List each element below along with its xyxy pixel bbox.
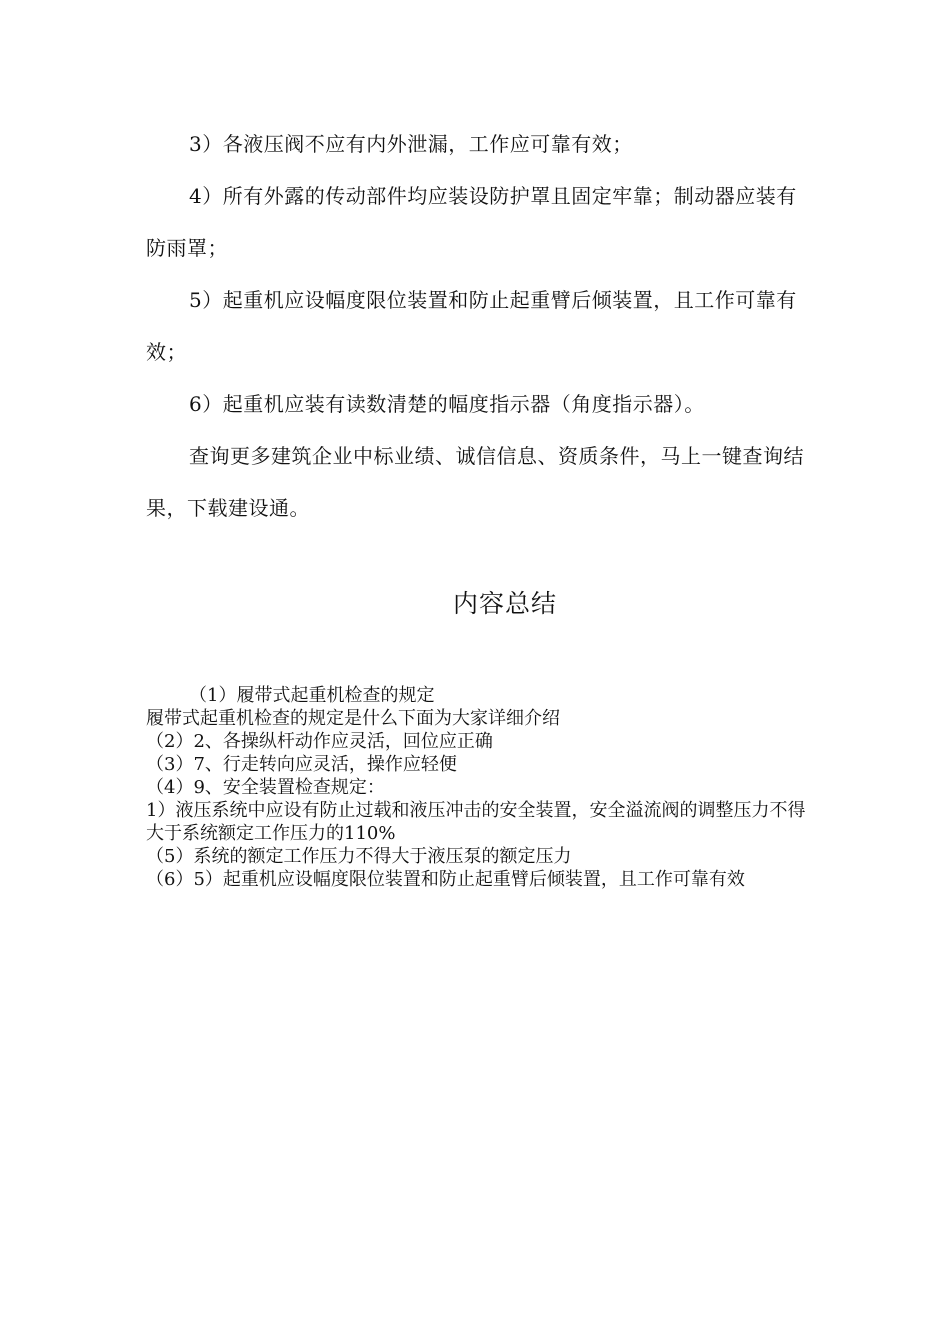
summary-line: （5）系统的额定工作压力不得大于液压泵的额定压力 [146, 846, 572, 867]
summary-section [146, 684, 806, 891]
summary-line: （2）2、各操纵杆动作应灵活，回位应正确 [146, 731, 493, 752]
paragraph-promo: 查询更多建筑企业中标业绩、诚信信息、资质条件，马上一键查询结果，下载建设通。 [146, 444, 804, 520]
paragraph-hydraulic-valves: 3）各液压阀不应有内外泄漏，工作应可靠有效； [189, 132, 633, 156]
paragraph-limit-devices: 5）起重机应设幅度限位装置和防止起重臂后倾装置，且工作可靠有效； [146, 288, 797, 364]
summary-title: 内容总结 [452, 589, 557, 618]
summary-line: 1）液压系统中应设有防止过载和液压冲击的安全装置，安全溢流阀的调整压力不得大于系统额定工作压力的110% [146, 800, 806, 844]
summary-line: （1）履带式起重机检查的规定 [189, 685, 435, 706]
summary-line: （6）5）起重机应设幅度限位装置和防止起重臂后倾装置，且工作可靠有效 [146, 869, 745, 890]
summary-line: 履带式起重机检查的规定是什么下面为大家详细介绍 [146, 708, 560, 729]
paragraph-guards: 4）所有外露的传动部件均应装设防护罩且固定牢靠；制动器应装有防雨罩； [146, 184, 797, 260]
summary-line: （3）7、行走转向应灵活，操作应轻便 [146, 754, 457, 775]
body-text [146, 118, 806, 534]
summary-line: （4）9、安全装置检查规定： [146, 777, 385, 798]
paragraph-amplitude-indicator: 6）起重机应装有读数清楚的幅度指示器（角度指示器）。 [189, 392, 705, 416]
